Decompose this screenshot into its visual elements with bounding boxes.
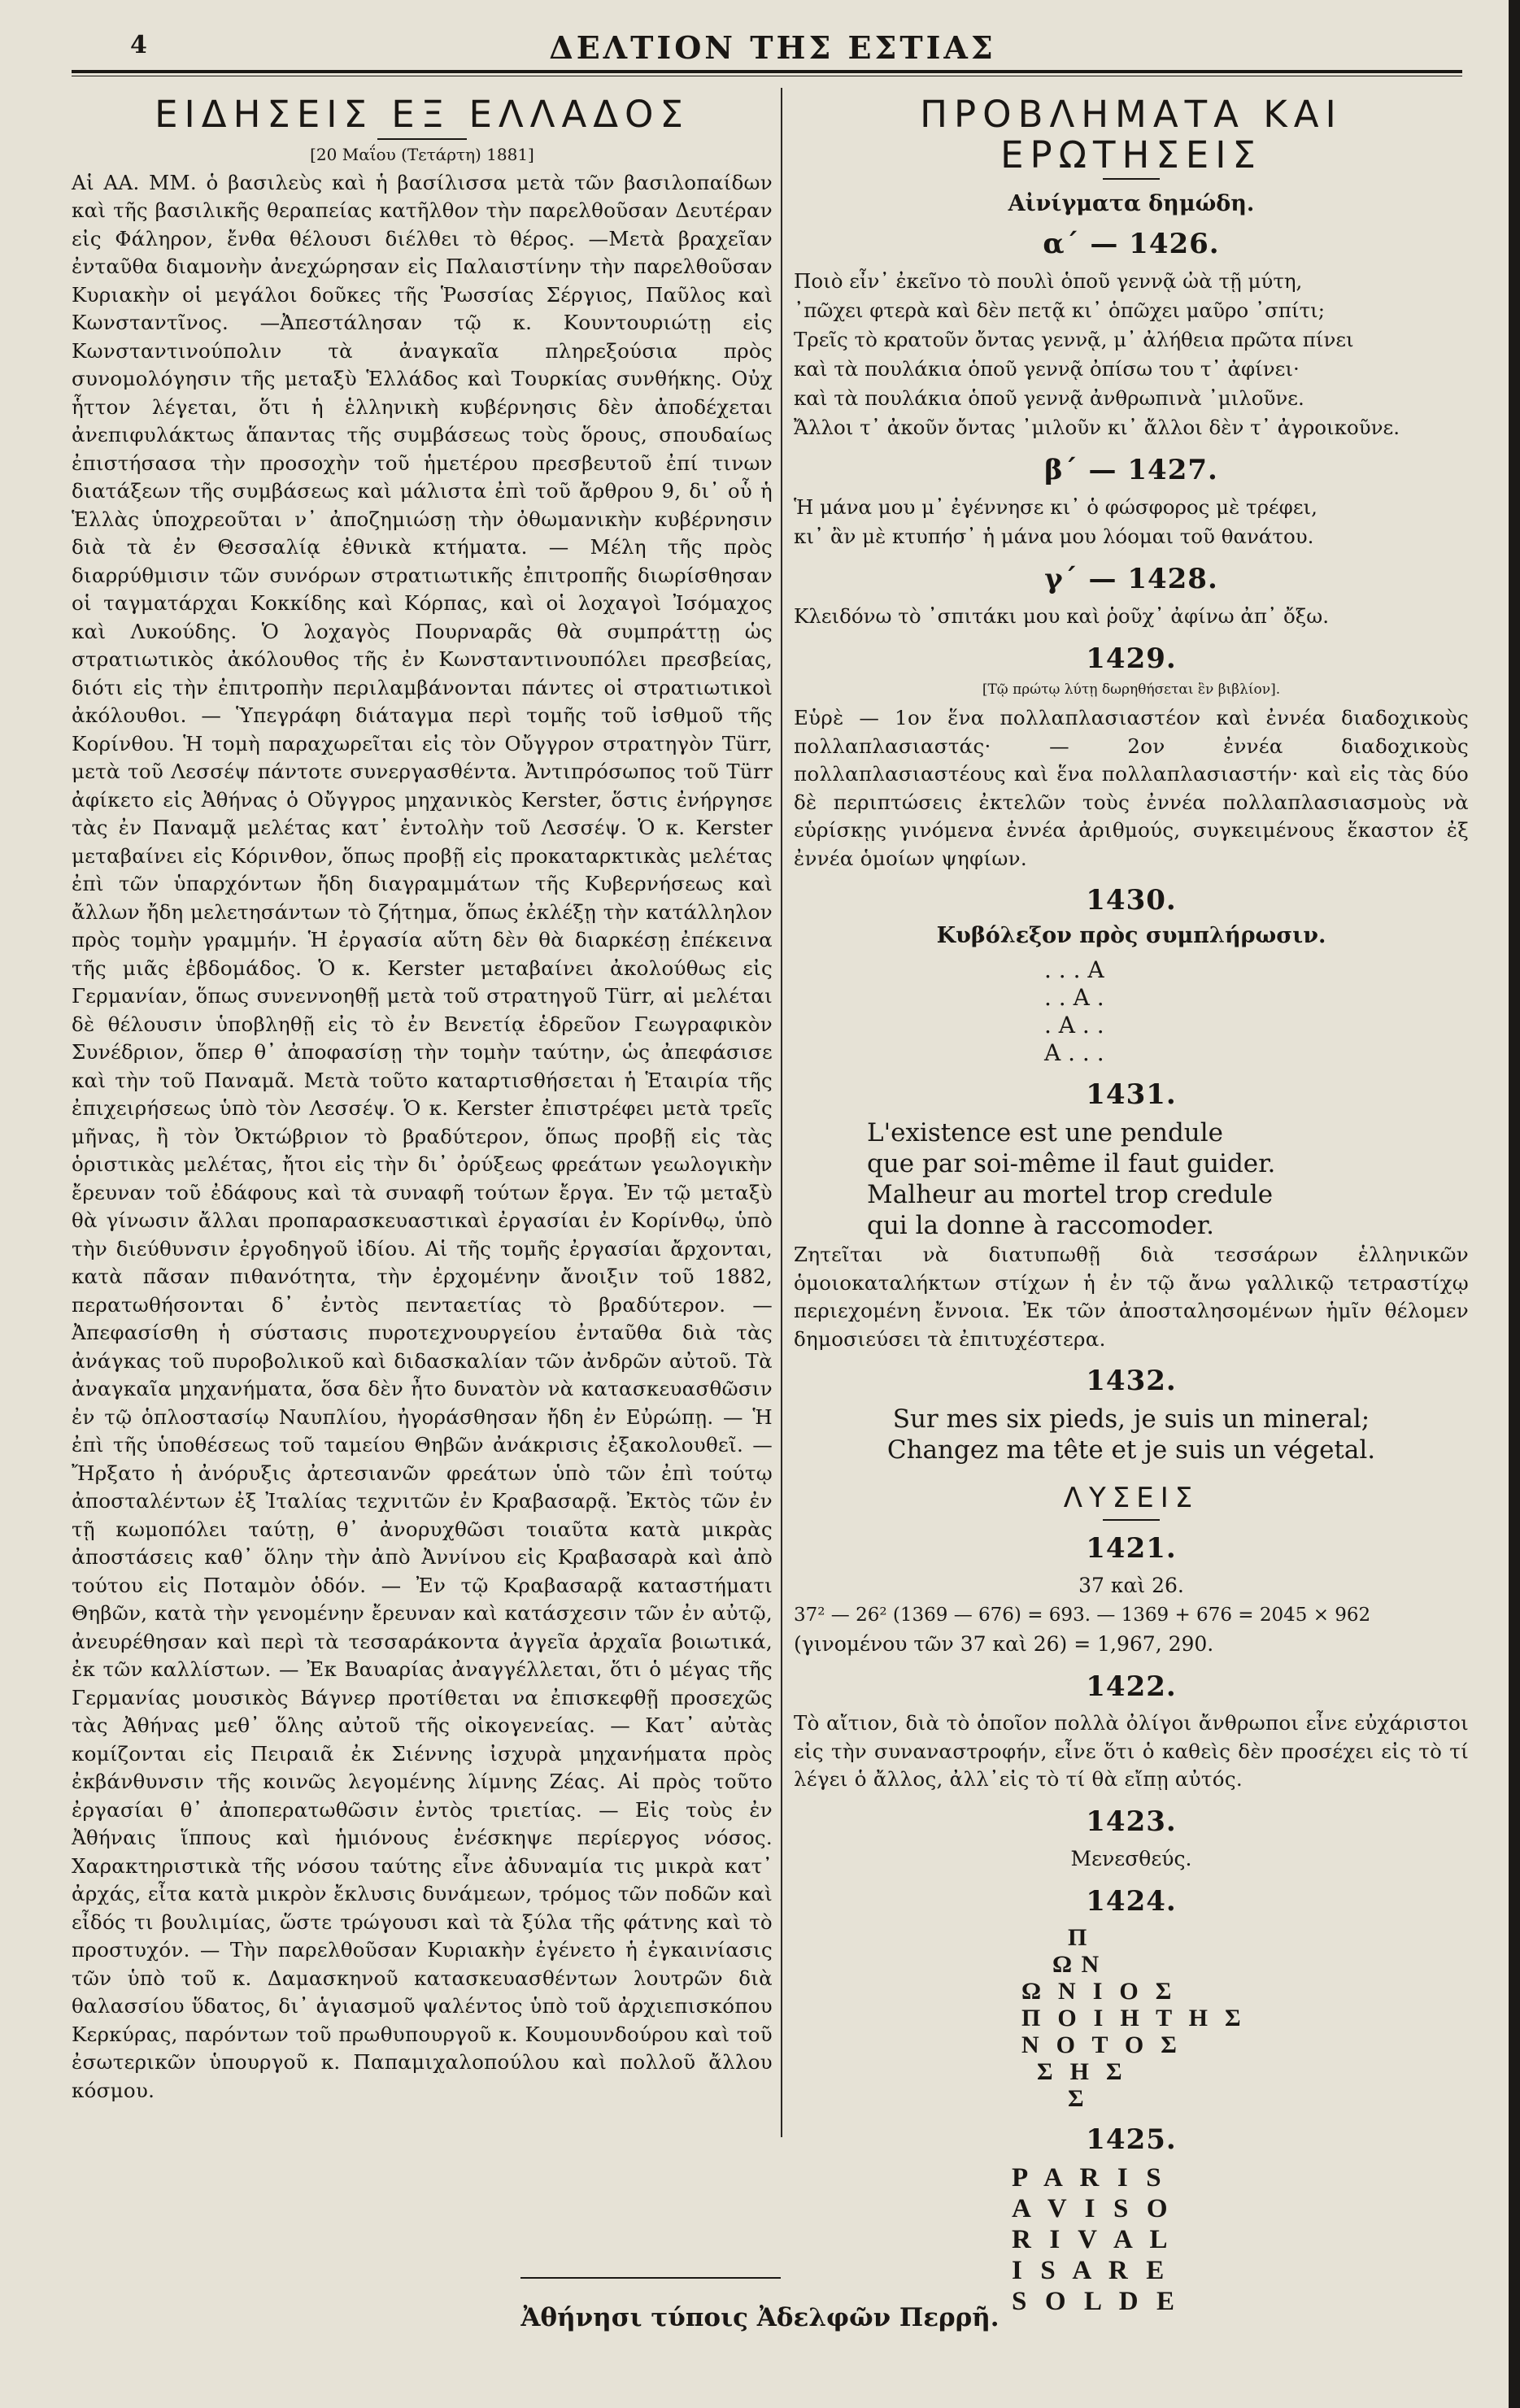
page-number: 4: [130, 31, 147, 59]
page-edge: [1509, 0, 1520, 2408]
problem-number-1427: β΄ — 1427.: [1044, 454, 1218, 486]
header-rule: [72, 70, 1462, 73]
quatrain-line: L'existence est une pendule: [867, 1118, 1224, 1147]
masthead-title: ΔΕΛΤΙΟΝ ΤΗΣ ΕΣΤΙΑΣ: [549, 29, 996, 66]
footer-rule: [520, 2277, 781, 2279]
french-couplet: [794, 1404, 1469, 1465]
riddle-1426: [794, 267, 1469, 442]
riddle-1428: [794, 602, 1469, 631]
verse-line: καὶ τὰ πουλάκια ὁποῦ γεννᾷ ἀνθρωπινὰ ᾽μιλοῦνε.: [794, 386, 1304, 410]
solutions-title: ΛΥΣΕΙΣ: [1063, 1482, 1200, 1514]
diamond-grid: [1021, 1924, 1469, 2112]
news-dateline: [20 Μαΐου (Τετάρτη) 1881]: [310, 144, 534, 164]
grid-row: Ν Ο Τ Ο Σ: [1021, 2031, 1178, 2058]
problem-1431-text: Ζητεῖται νὰ διατυπωθῇ διὰ τεσσάρων ἑλληνικῶν ὁμοιοκαταλήκτων στίχων ἡ ἐν τῷ ἄνω γαλλικῷ τετραστίχῳ περιεχομένη ἔννοια. Ἐκ τῶν ἀποσταλησομένων ἡμῖν θέλομεν δημοσιεύσει τὰ ἐπιτυχέστερα.: [794, 1243, 1469, 1351]
quatrain-line: Malheur au mortel trop credule: [867, 1180, 1274, 1209]
problem-number-1429: 1429.: [1086, 642, 1177, 675]
grid-row: Ω Ν: [1021, 1950, 1101, 1978]
problem-number-1432: 1432.: [1086, 1365, 1177, 1397]
title-rule: [1103, 178, 1160, 180]
solution-number-1421: 1421.: [1086, 1532, 1177, 1565]
problem-number-1431: 1431.: [1086, 1078, 1177, 1111]
couplet-line: Changez ma tête et je suis un végetal.: [886, 1435, 1376, 1465]
solution-1421-line: 37 καὶ 26.: [1078, 1574, 1184, 1597]
grid-row: . Α . .: [1044, 1012, 1104, 1039]
grid-row: R I V A L: [1012, 2224, 1169, 2254]
printer-imprint: Ἀθήνησι τύποις Ἀδελφῶν Περρῆ.: [520, 2303, 1000, 2332]
title-rule: [377, 138, 467, 140]
solution-number-1422: 1422.: [1086, 1670, 1177, 1703]
prize-note: [Τῷ πρώτῳ λύτῃ δωρηθήσεται ἓν βιβλίον].: [982, 681, 1281, 698]
verse-line: κι᾽ ἂν μὲ κτυπήσ᾽ ἡ μάνα μου λόομαι τοῦ θανάτου.: [794, 525, 1314, 548]
quatrain-line: qui la donne à raccomoder.: [867, 1211, 1215, 1240]
verse-line: ᾽πῶχει φτερὰ καὶ δὲν πετᾷ κι᾽ ὁπῶχει μαῦρο ᾽σπίτι;: [794, 298, 1326, 322]
problems-column: [794, 88, 1469, 2316]
verse-line: Ποιὸ εἶν᾽ ἐκεῖνο τὸ πουλὶ ὁποῦ γεννᾷ ὠὰ τῇ μύτη,: [794, 269, 1303, 293]
solution-1423-text: Μενεσθεύς.: [1070, 1846, 1192, 1870]
grid-row: . . . Α: [1044, 956, 1104, 983]
grid-row: P A R I S: [1012, 2162, 1163, 2192]
grid-row: S O L D E: [1012, 2286, 1177, 2316]
page-header: [81, 24, 1464, 75]
news-column: [72, 88, 773, 2153]
grid-row: Π: [1021, 1923, 1089, 1951]
news-section-title: ΕΙΔΗΣΕΙΣ ΕΞ ΕΛΛΑΔΟΣ: [155, 93, 690, 136]
grid-row: . . Α .: [1044, 984, 1104, 1011]
news-body: Αἱ ΑΑ. ΜΜ. ὁ βασιλεὺς καὶ ἡ βασίλισσα μετὰ τῶν βασιλοπαίδων καὶ τῆς βασιλικῆς θεραπείας κατῆλθον τὴν παρελθοῦσαν Δευτέραν εἰς Φάληρον, ἔνθα θέλουσι διέλθει τὸ θέρος. —Μετὰ βραχεῖαν ἐνταῦθα διαμονὴν ἀνεχώρησαν εἰς Παλαιστίνην τὴν παρελθοῦσαν Κυριακὴν οἱ μεγάλοι δοῦκες τῆς Ῥωσσίας Σέργιος, Παῦλος καὶ Κωνσταντῖνος. —Ἀπεστάλησαν τῷ κ. Κουντουριώτῃ εἰς Κωνσταντινούπολιν τὰ ἀναγκαῖα πληρεξούσια πρὸς συνομολόγησιν τῆς μεταξὺ Ἑλλάδος καὶ Τουρκίας συνθήκης. Οὐχ ἧττον λέγεται, ὅτι ἡ ἑλληνικὴ κυβέρνησις δὲν ἀποδέχεται ἀνεπιφυλάκτως ἅπαντας τῆς συμβάσεως τοὺς ὅρους, σπουδαίως ἐπιστήσασα τὴν προσοχὴν τοῦ ἡμετέρου πρεσβευτοῦ ἐπί τινων διατάξεων τῆς συμβάσεως καὶ μάλιστα ἐπὶ τοῦ ἄρθρου 9, δι᾽ οὗ ἡ Ἑλλὰς ὑποχρεοῦται ν᾽ ἀποζημιώσῃ τὴν ὀθωμανικὴν κυβέρνησιν διὰ τὰ ἐν Θεσσαλίᾳ ἐθνικὰ κτήματα. — Μέλη τῆς πρὸς διαρρύθμισιν τῶν συνόρων στρατιωτικῆς ἐπιτροπῆς διωρίσθησαν οἱ ταγματάρχαι Κοκκίδης καὶ Κόρπας, καὶ οἱ λοχαγοὶ Ἰσόμαχος καὶ Λυκούδης. Ὁ λοχαγὸς Πουρναρᾶς θὰ συμπράττῃ ὡς στρατιωτικὸς ἀκόλουθος τῆς ἐν Κωνσταντινουπόλει πρεσβείας, διότι εἰς τὴν ἐπιτροπὴν περιλαμβάνονται πάντες οἱ στρατιωτικοὶ ἀκόλουθοι. — Ὑπεγράφη διάταγμα περὶ τομῆς τοῦ ἰσθμοῦ τῆς Κορίνθου. Ἡ τομὴ παραχωρεῖται εἰς τὸν Οὔγγρον στρατηγὸν Türr, μετὰ τοῦ Λεσσέψ πάντοτε συνεργασθέντα. Ἀντιπρόσωπος τοῦ Türr ἀφίκετο εἰς Ἀθήνας ὁ Οὔγγρος μηχανικὸς Kerster, ὅστις ἐνήργησε τὰς ἐν Παναμᾷ μελέτας κατ᾽ ἐντολὴν τοῦ Λεσσέψ. Ὁ κ. Kerster μεταβαίνει εἰς Κόρινθον, ὅπως προβῇ εἰς προκαταρκτικὰς μελέτας ἐπὶ τῶν ὑπαρχόντων ἤδη διαγραμμάτων τῆς Κυβερνήσεως καὶ ἄλλων ἤδη μελετησάντων τὸ ζήτημα, ὅπως ἐκλέξῃ τὴν κατάλληλον πρὸς τομὴν γραμμήν. Ἡ ἐργασία αὕτη δὲν θὰ διαρκέσῃ ἐπέκεινα τῆς μιᾶς ἑβδομάδος. Ὁ κ. Kerster μεταβαίνει ἀκολούθως εἰς Γερμανίαν, ὅπως συνεννοηθῇ μετὰ τοῦ στρατηγοῦ Türr, αἱ μελέται δὲ θέλουσιν ὑποβληθῇ εἰς τὸ ἐν Βενετίᾳ ἑδρεῦον Γεωγραφικὸν Συνέδριον, ὅπερ θ᾽ ἀποφασίσῃ τὴν τομὴν ταύτην, ὡς ἀπεφάσισε καὶ τὴν τοῦ Παναμᾶ. Μετὰ τοῦτο καταρτισθήσεται ἡ Ἑταιρία τῆς ἐπιχειρήσεως ὑπὸ τὸν Λεσσέψ. Ὁ κ. Kerster ἐπιστρέφει μετὰ τρεῖς μῆνας, ἢ τὸν Ὀκτώβριον τὸ βραδύτερον, ὅπως προβῇ εἰς τὰς ὁριστικὰς μελέτας, ἤτοι εἰς τὴν δι᾽ ὀρύξεως φρεάτων γεωλογικὴν ἔρευναν τοῦ ἐδάφους καὶ τὰ συναφῆ τούτων ἔργα. Ἐν τῷ μεταξὺ θὰ γίνωσιν ἄλλαι προπαρασκευαστικαὶ ἐργασίαι ἐν Κορίνθῳ, ὑπὸ τὴν διεύθυνσιν ἐργοδηγοῦ ἰδίου. Αἱ τῆς τομῆς ἐργασίαι ἄρχονται, κατὰ πᾶσαν πιθανότητα, τὴν ἐρχομένην ἄνοιξιν τοῦ 1882, περατωθήσονται δ᾽ ἐντὸς πενταετίας τὸ βραδύτερον. — Ἀπεφασίσθη ἡ σύστασις πυροτεχνουργείου ἐνταῦθα διὰ τὰς ἀνάγκας τοῦ πυροβολικοῦ καὶ διδασκαλίαν τῶν ἀνδρῶν αὐτοῦ. Τὰ ἀναγκαῖα μηχανήματα, ὅσα δὲν ἦτο δυνατὸν νὰ κατασκευασθῶσιν ἐν τῷ ὁπλοστασίῳ Ναυπλίου, ἠγοράσθησαν ἤδη ἐν Εὐρώπῃ. — Ἡ ἐπὶ τῆς ὑποθέσεως τοῦ ταμείου Θηβῶν ἀνάκρισις ἐξακολουθεῖ. — Ἤρξατο ἡ ἀνόρυξις ἀρτεσιανῶν φρεάτων ὑπὸ τῶν ἐπὶ τούτῳ ἀποσταλέντων ἐξ Ἰταλίας τεχνιτῶν ἐν Κραβασαρᾷ. Ἐκτὸς τῶν ἐν τῇ κωμοπόλει ταύτῃ, θ᾽ ἀνορυχθῶσι τοιαῦτα κατὰ μικρὰς ἀποστάσεις καθ᾽ ὅλην τὴν ἀπὸ Ἀννίνου εἰς Κραβασαρὰ καὶ ἀπὸ τούτου εἰς Ποταμὸν ὁδόν. — Ἐν τῷ Κραβασαρᾷ καταστήματι Θηβῶν, κατὰ τὴν γενομένην ἔρευναν καὶ κατάσχεσιν τῶν ἐν αὐτῷ, ἀνευρέθησαν καὶ περὶ τὰ τεσσαράκοντα ἀγγεῖα ἀρχαῖα βοιωτικά, ἐκ τῶν καλλίστων. — Ἐκ Βαυαρίας ἀναγγέλλεται, ὅτι ὁ μέγας τῆς Γερμανίας μουσικὸς Βάγνερ προτίθεται να ἐπισκεφθῇ προσεχῶς τὰς Ἀθήνας μεθ᾽ ὅλης αὐτοῦ τῆς οἰκογενείας. — Κατ᾽ αὐτὰς κομίζονται εἰς Πειραιᾶ ἐκ Σιέννης ἰσχυρὰ μηχανήματα πρὸς ἐκβάνθυνσιν τῆς κοινῶς λεγομένης λίμνης Ζέας. Αἱ πρὸς τοῦτο ἐργασίαι θ᾽ ἀποπερατωθῶσιν ἐντὸς τριετίας. — Εἰς τοὺς ἐν Ἀθήναις ἵππους καὶ ἡμιόνους ἐνέσκηψε περίεργος νόσος. Χαρακτηριστικὰ τῆς νόσου ταύτης εἶνε ἀδυναμία τις μικρὰ κατ᾽ ἀρχάς, εἶτα κατὰ μικρὸν ἔκλυσις δυνάμεων, τρόμος τῶν ποδῶν καὶ εἶδός τι βουλιμίας, ὥστε τρώγουσι καὶ τὰ ξύλα τῆς φάτνης καὶ τὸ προστυχόν. — Τὴν παρελθοῦσαν Κυριακὴν ἐγένετο ἡ ἐγκαινίασις τῶν ὑπὸ τοῦ κ. Δαμασκηνοῦ κατασκευασθέντων λουτρῶν διὰ θαλασσίου ὕδατος, δι᾽ ἁγιασμοῦ ψαλέντος ὑπὸ τοῦ ἀρχιεπισκόπου Κερκύρας, παρόντων τοῦ πρωθυπουργοῦ κ. Κουμουνδούρου καὶ τοῦ ἐσωτερικῶν ὑπουργοῦ κ. Παπαμιχαλοπούλου καὶ πολλοῦ ἄλλου κόσμου.: [72, 170, 773, 2102]
verse-line: Κλειδόνω τὸ ᾽σπιτάκι μου καὶ ῥοῦχ᾽ ἀφίνω ἀπ᾽ ὄξω.: [794, 604, 1330, 628]
problem-1430-subtitle: Κυβόλεξον πρὸς συμπλήρωσιν.: [936, 923, 1326, 948]
verse-line: Τρεῖς τὸ κρατοῦν ὄντας γεννᾷ, μ᾽ ἀλήθεια πρῶτα πίνει: [794, 328, 1354, 351]
grid-row: Π Ο Ι Η Τ Η Σ: [1021, 2004, 1243, 2031]
problem-number-1428: γ΄ — 1428.: [1044, 563, 1218, 595]
solutions-rule: [1103, 1519, 1160, 1521]
verse-line: Ἡ μάνα μου μ᾽ ἐγέννησε κι᾽ ὁ φώσφορος μὲ τρέφει,: [794, 495, 1317, 519]
grid-row: I S A R E: [1012, 2255, 1166, 2285]
solution-number-1425: 1425.: [1086, 2123, 1177, 2156]
column-divider: [781, 88, 782, 2137]
verse-line: Ἄλλοι τ᾽ ἀκοῦν ὄντας ᾽μιλοῦν κι᾽ ἄλλοι δὲν τ᾽ ἀγροικοῦνε.: [794, 416, 1400, 439]
french-quatrain: [867, 1117, 1469, 1241]
riddle-1427: [794, 493, 1469, 551]
solution-number-1424: 1424.: [1086, 1884, 1177, 1918]
grid-row: Σ Η Σ: [1021, 2057, 1124, 2085]
problem-1429-text: Εὑρὲ — 1ον ἕνα πολλαπλασιαστέον καὶ ἐννέα διαδοχικοὺς πολλαπλασιαστάς· — 2ον ἐννέα διαδοχικοὺς πολλαπλασιαστέους καὶ ἕνα πολλαπλασιαστήν· καὶ εἰς τὰς δύο δὲ περιπτώσεις ἐκτελῶν τοὺς ἐννέα πολλαπλασιασμοὺς νὰ εὑρίσκῃς γινόμενα ἐννέα ἀριθμούς, συγκειμένους ἕκαστον ἐξ ἐννέα ὁμοίων ψηφίων.: [794, 706, 1469, 870]
solution-1421-line: 37² — 26² (1369 — 676) = 693. — 1369 + 676 = 2045 × 962: [794, 1605, 1371, 1626]
verse-line: καὶ τὰ πουλάκια ὁποῦ γεννᾷ ὀπίσω του τ᾽ ἀφίνει·: [794, 357, 1300, 381]
problem-number-1426: α΄ — 1426.: [1043, 228, 1220, 260]
grid-row: Ω Ν Ι Ο Σ: [1021, 1977, 1174, 2005]
quatrain-line: que par soi-même il faut guider.: [867, 1149, 1276, 1178]
solution-1421-line: (γινομένου τῶν 37 καὶ 26) = 1,967, 290.: [794, 1632, 1214, 1656]
grid-row: Α . . .: [1044, 1039, 1104, 1066]
word-square-solution: [1012, 2162, 1469, 2317]
solution-1422-text: Τὸ αἴτιον, διὰ τὸ ὁποῖον πολλὰ ὀλίγοι ἄνθρωποι εἶνε εὐχάριστοι εἰς τὴν συναναστροφήν, εἶνε ὅτι ὁ καθεὶς δὲν προσέχει εἰς τὸ τί λέγει ὁ ἄλλος, ἀλλ᾽εἰς τὸ τί θὰ εἴπῃ αὐτός.: [794, 1711, 1469, 1791]
problems-section-title: ΠΡΟΒΛΗΜΑΤΑ ΚΑΙ ΕΡΩΤΗΣΕΙΣ: [920, 93, 1343, 176]
grid-row: Σ: [1021, 2084, 1086, 2112]
problem-number-1430: 1430.: [1086, 884, 1177, 917]
grid-row: A V I S O: [1012, 2193, 1169, 2223]
solution-number-1423: 1423.: [1086, 1805, 1177, 1838]
couplet-line: Sur mes six pieds, je suis un mineral;: [892, 1404, 1370, 1434]
word-square-grid: [1044, 956, 1469, 1067]
riddles-subhead: Αἰνίγματα δημώδη.: [1008, 191, 1255, 216]
